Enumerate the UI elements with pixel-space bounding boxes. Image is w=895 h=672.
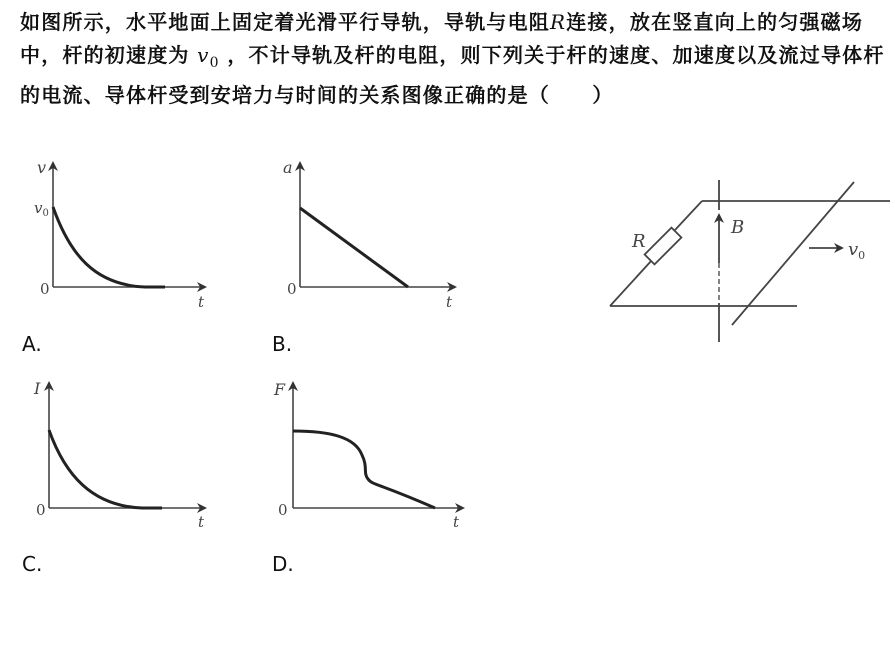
- graph-a-origin: 0: [40, 280, 50, 298]
- velocity-symbol: $v_0$: [197, 42, 220, 71]
- graph-d-origin: 0: [278, 501, 288, 519]
- option-b[interactable]: B.: [272, 332, 293, 356]
- question-part1: 如图所示，水平地面上固定着光滑平行导轨，导轨与电阻: [20, 10, 550, 34]
- question-part2: 连接，放在竖直向上的匀强磁场中，杆的初速度为: [20, 10, 864, 67]
- graph-c-origin: 0: [36, 501, 46, 519]
- field-label: B: [731, 217, 745, 238]
- option-a[interactable]: A.: [22, 332, 42, 356]
- question-part3: ，不计导轨及杆的电阻，则下列关于杆的速度、加速度以及流过导体杆的电流、导体杆受到安培力与时间的关系图像正确的是（ ）: [20, 42, 885, 107]
- option-c[interactable]: C.: [22, 552, 43, 576]
- option-d[interactable]: D.: [272, 552, 294, 576]
- graph-b-ylabel: a: [283, 158, 293, 177]
- graph-c-ylabel: I: [34, 379, 41, 398]
- graph-c-xlabel: t: [198, 513, 205, 531]
- graph-d-xlabel: t: [453, 513, 460, 531]
- moving-rod: [732, 182, 854, 325]
- graph-a-xlabel: t: [198, 293, 205, 311]
- graph-b-origin: 0: [287, 280, 297, 298]
- graph-d-force: [270, 375, 470, 535]
- graph-a-ylabel: v: [37, 158, 47, 177]
- graph-a-velocity: [20, 155, 210, 315]
- graph-c-current: [20, 375, 210, 535]
- velocity-label: $v_0$: [848, 239, 866, 262]
- graph-d-ylabel: F: [274, 380, 286, 399]
- question-text: [20, 6, 890, 112]
- graph-b-acceleration: [270, 155, 460, 315]
- circuit-diagram: [600, 170, 895, 350]
- resistor-icon: [645, 228, 682, 265]
- resistor-label: R: [632, 231, 646, 252]
- graph-b-xlabel: t: [446, 293, 453, 311]
- resistor-symbol: R: [550, 10, 567, 34]
- graph-a-v0-label: $v_0$: [34, 199, 49, 219]
